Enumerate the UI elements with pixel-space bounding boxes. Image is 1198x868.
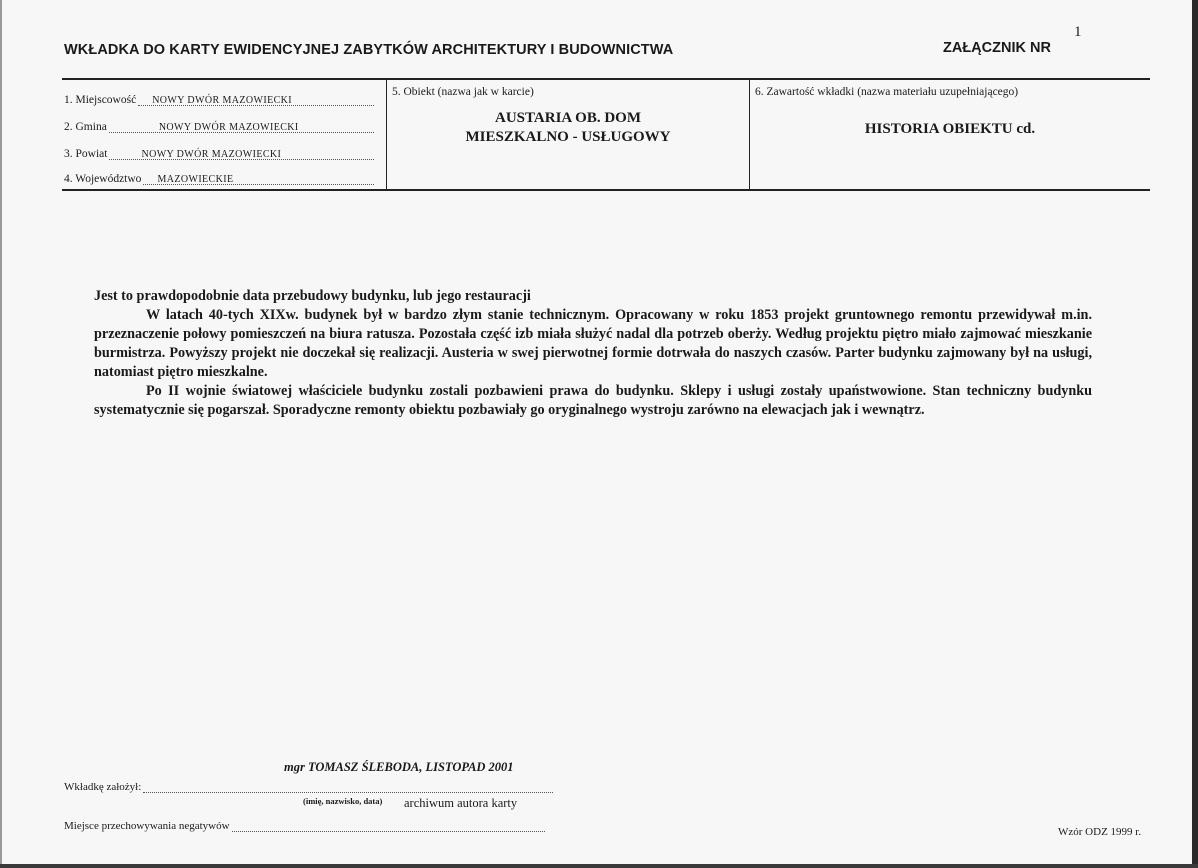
object-line-1: AUSTARIA OB. DOM (495, 110, 641, 126)
negatives-location-value: archiwum autora karty (404, 796, 518, 810)
locality-value: NOWY DWÓR MAZOWIECKI (152, 95, 293, 106)
created-by-dotted-line (143, 780, 553, 793)
paragraph-1: Jest to prawdopodobnie data przebudowy budynku, lub jego restauracji (94, 288, 531, 304)
scan-edge-left (0, 0, 2, 868)
negatives-location-label: Miejsce przechowywania negatywów (64, 820, 230, 832)
county-label: 3. Powiat (64, 148, 108, 160)
province-label: 4. Województwo (64, 173, 142, 185)
attachment-label: ZAŁĄCZNIK NR (943, 40, 1051, 56)
paragraph-2: W latach 40-tych XIXw. budynek był w bardzo złym stanie technicznym. Opracowany w roku 1853 projekt gruntownego remontu przewidywał m.in. przeznaczenie połowy pomieszczeń na biura ratusza. Pozostała część izb miała służyć nadal dla potrzeb oberży. Według projektu piętro miało zajmować mieszkanie burmistrza. Powyższy projekt nie doczekał się realizacji. Austeria w swej pierwotnej formie dotrwała do naszych czasów. Parter budynku zajmowany był na usługi, natomiast piętro mieszkalne. (94, 307, 1092, 380)
locality-label: 1. Miejscowość (64, 94, 137, 106)
province-field (64, 172, 374, 185)
header-top-rule (62, 78, 1150, 80)
negatives-dotted-line (232, 819, 545, 832)
scan-edge-right (1192, 0, 1198, 868)
negatives-location-field (64, 819, 545, 832)
county-value: NOWY DWÓR MAZOWIECKI (141, 149, 282, 160)
commune-value: NOWY DWÓR MAZOWIECKI (158, 122, 299, 133)
attachment-number: 1 (1074, 24, 1082, 40)
author-signature: mgr TOMASZ ŚLEBODA, LISTOPAD 2001 (284, 760, 514, 774)
paragraph-3: Po II wojnie światowej właściciele budynku zostali pozbawieni prawa do budynku. Sklepy i usługi zostały upaństwowione. Stan techniczny budynku systematycznie się pogarszał. Sporadyczne remonty obiektu pozbawiały go oryginalnego wystroju zarówno na elewacjach jak i wewnątrz. (94, 383, 1092, 418)
commune-label: 2. Gmina (64, 121, 107, 133)
created-by-hint: (imię, nazwisko, data) (303, 796, 383, 806)
object-line-2: MIESZKALNO - USŁUGOWY (465, 129, 671, 145)
created-by-label: Wkładkę założył: (64, 781, 142, 793)
history-text (94, 287, 1092, 420)
scan-edge-bottom (0, 864, 1198, 868)
contents-value: HISTORIA OBIEKTU cd. (864, 121, 1036, 137)
object-value (387, 109, 749, 147)
contents-label: 6. Zawartość wkładki (nazwa materiału uzupełniającego) (755, 86, 1019, 98)
object-label: 5. Obiekt (nazwa jak w karcie) (392, 86, 534, 98)
commune-field (64, 120, 374, 133)
county-dotted-line (109, 147, 374, 160)
locality-dotted-line (138, 93, 374, 106)
form-version: Wzór ODZ 1999 r. (1058, 826, 1142, 838)
province-dotted-line (143, 172, 374, 185)
province-value: MAZOWIECKIE (157, 174, 234, 185)
county-field (64, 147, 374, 160)
header-bottom-rule (62, 189, 1150, 191)
commune-dotted-line (109, 120, 374, 133)
form-title: WKŁADKA DO KARTY EWIDENCYJNEJ ZABYTKÓW ARCHITEKTURY I BUDOWNICTWA (64, 42, 674, 58)
locality-field (64, 93, 374, 106)
created-by-field (64, 780, 553, 793)
